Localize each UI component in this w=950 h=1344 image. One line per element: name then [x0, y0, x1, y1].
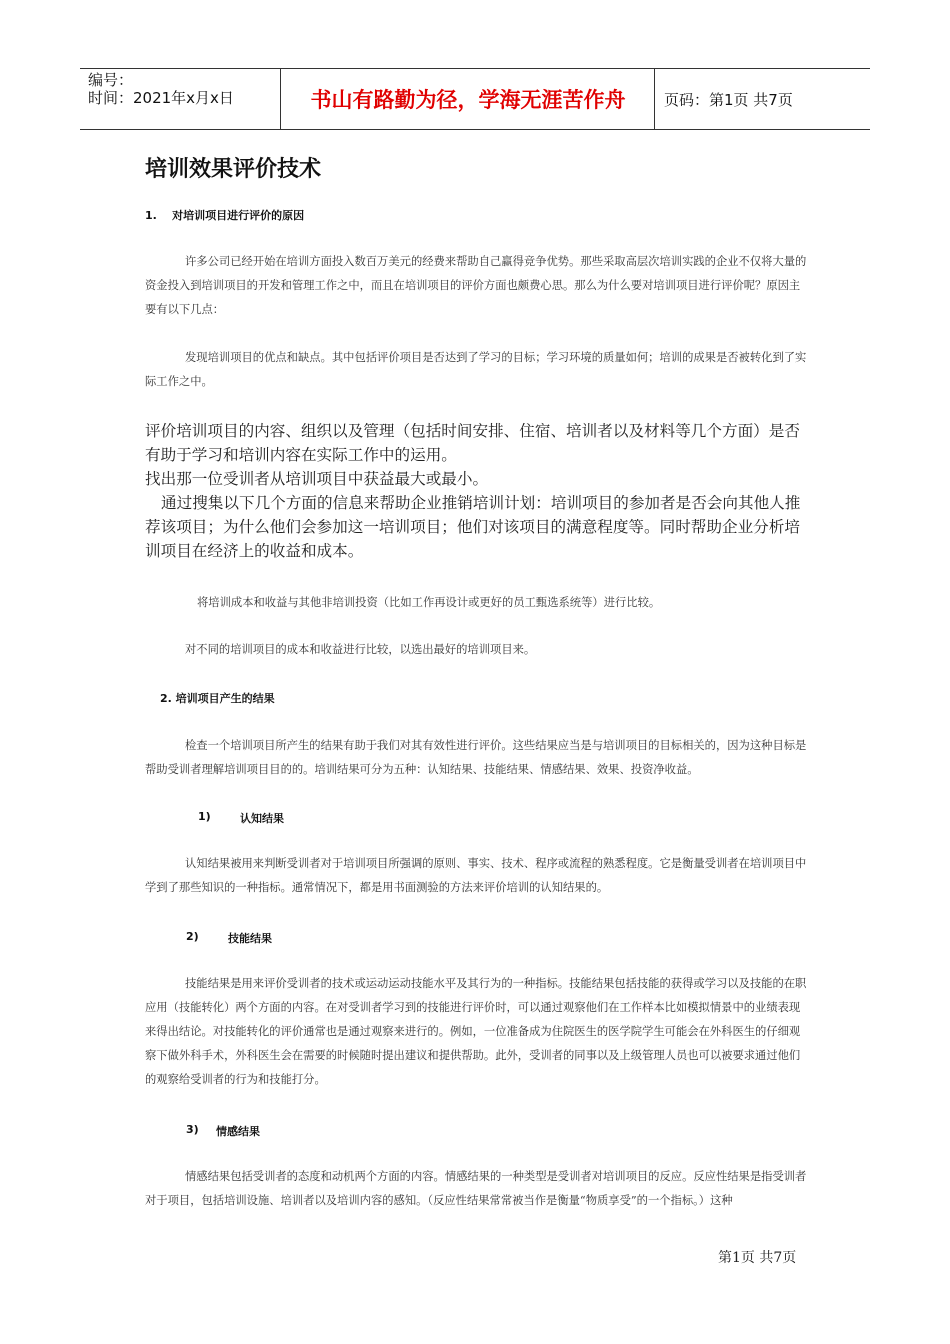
subsection-2-number: 2) [186, 930, 199, 943]
header-motto: 书山有路勤为径，学海无涯苦作舟 [310, 88, 626, 112]
section-2-heading: 2. 培训项目产生的结果 [160, 692, 275, 705]
paragraph: 将培训成本和收益与其他非培训投资（比如工作再设计或更好的员工甄选系统等）进行比较。 [197, 596, 661, 609]
header-page-info: 页码：第1页 共7页 [664, 91, 793, 109]
header-meta [88, 71, 234, 107]
paragraph: 认知结果被用来判断受训者对于培训项目所强调的原则、事实、技术、程序或流程的熟悉程度。它是衡量受训者在培训项目中学到了那些知识的一种指标。通常情况下，都是用书面测验的方法来评价培训的认知结果的。 [145, 857, 807, 894]
subsection-3-title: 情感结果 [216, 1125, 260, 1138]
section-1-heading: 1. 对培训项目进行评价的原因 [145, 209, 305, 222]
subsection-1-title: 认知结果 [240, 812, 284, 825]
subsection-2-title: 技能结果 [228, 932, 272, 945]
paragraph: 发现培训项目的优点和缺点。其中包括评价项目是否达到了学习的目标；学习环境的质量如何；培训的成果是否被转化到了实际工作之中。 [145, 351, 807, 388]
number-label: 编号： [88, 71, 134, 89]
paragraph: 通过搜集以下几个方面的信息来帮助企业推销培训计划：培训项目的参加者是否会向其他人推荐该项目；为什么他们会参加这一培训项目；他们对该项目的满意程度等。同时帮助企业分析培训项目在经济上的收益和成本。 [145, 494, 801, 560]
header-divider [654, 69, 655, 129]
page-header [80, 68, 870, 130]
paragraph: 检查一个培训项目所产生的结果有助于我们对其有效性进行评价。这些结果应当是与培训项目的目标相关的，因为这种目标是帮助受训者理解培训项目目的的。培训结果可分为五种：认知结果、技能结果、情感结果、效果、投资净收益。 [145, 739, 807, 776]
paragraph: 找出那一位受训者从培训项目中获益最大或最小。 [145, 470, 489, 488]
date-label: 时间：2021年x月x日 [88, 89, 234, 107]
subsection-3-number: 3) [186, 1123, 199, 1136]
paragraph: 评价培训项目的内容、组织以及管理（包括时间安排、住宿、培训者以及材料等几个方面）是否有助于学习和培训内容在实际工作中的运用。 [145, 422, 800, 464]
page-footer: 第1页 共7页 [718, 1250, 797, 1266]
paragraph: 情感结果包括受训者的态度和动机两个方面的内容。情感结果的一种类型是受训者对培训项目的反应。反应性结果是指受训者对于项目，包括培训设施、培训者以及培训内容的感知。（反应性结果常常被当作是衡量“物质享受”的一个指标。）这种 [145, 1170, 807, 1207]
paragraph: 技能结果是用来评价受训者的技术或运动运动技能水平及其行为的一种指标。技能结果包括技能的获得或学习以及技能的在职应用（技能转化）两个方面的内容。在对受训者学习到的技能进行评价时，可以通过观察他们在工作样本比如模拟情景中的业绩表现来得出结论。对技能转化的评价通常也是通过观察来进行的。例如，一位准备成为住院医生的医学院学生可能会在外科医生的仔细观察下做外科手术，外科医生会在需要的时候随时提出建议和提供帮助。此外，受训者的同事以及上级管理人员也可以被要求通过他们的观察给受训者的行为和技能打分。 [145, 977, 807, 1086]
paragraph: 许多公司已经开始在培训方面投入数百万美元的经费来帮助自己赢得竞争优势。那些采取高层次培训实践的企业不仅将大量的资金投入到培训项目的开发和管理工作之中，而且在培训项目的评价方面也颇费心思。那么为什么要对培训项目进行评价呢？原因主要有以下几点： [145, 255, 807, 316]
paragraph: 对不同的培训项目的成本和收益进行比较，以选出最好的培训项目来。 [185, 643, 536, 656]
header-divider [280, 69, 281, 129]
document-title: 培训效果评价技术 [145, 157, 322, 182]
subsection-1-number: 1) [198, 810, 211, 823]
